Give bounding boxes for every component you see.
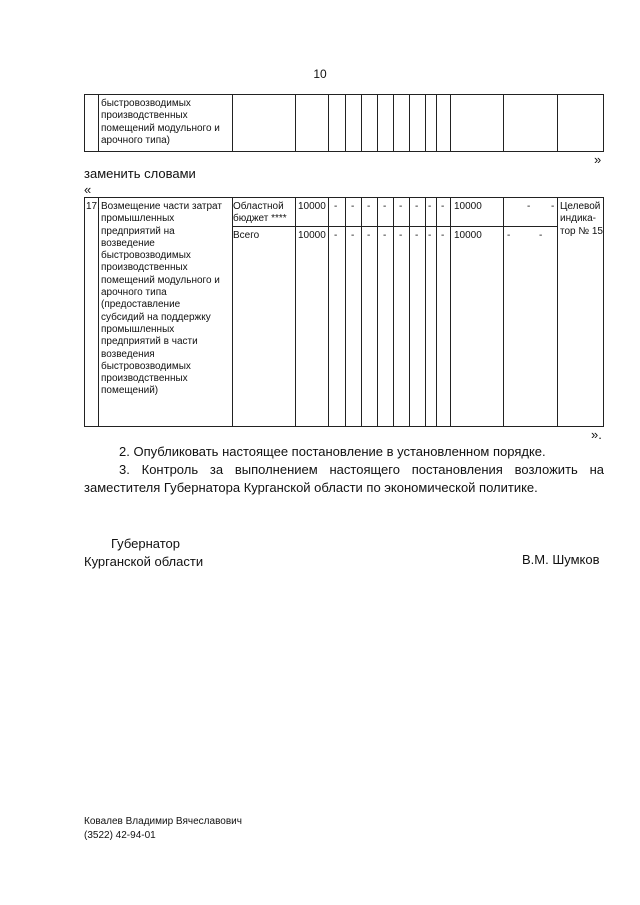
year-value-regional: 10000 (454, 201, 482, 212)
cell-dash: - (351, 201, 355, 212)
executor-phone: (3522) 42-94-01 (84, 830, 156, 841)
row-number: 17. (86, 201, 100, 212)
cell-dash: - (415, 230, 419, 241)
year-value-total: 10000 (454, 230, 482, 241)
replacement-table (84, 197, 604, 427)
cell-dash: - (351, 230, 355, 241)
cell-dash: - (428, 201, 432, 212)
cell-dash: - (441, 230, 445, 241)
target-indicator: Целевой индика- тор № 15 (560, 201, 603, 237)
close-quote: » (594, 152, 602, 167)
open-quote: « (84, 182, 92, 197)
paragraph-publish: 2. Опубликовать настоящее постановление в установленном порядке. (119, 444, 546, 459)
close-quote-final: ». (591, 427, 602, 442)
total-regional: 10000 (298, 201, 326, 212)
top-table (84, 94, 604, 152)
cell-dash: - (527, 201, 531, 212)
cell-dash: - (428, 230, 432, 241)
cell-dash: - (383, 230, 387, 241)
signature-title-line2: Курганской области (84, 554, 204, 569)
cell-dash: - (539, 230, 543, 241)
measure-name: Возмещение части затрат промышленных предприятий на возведение быстровозводимых производственных помещений модульного и арочного типа (предоставление субсидий на поддержку промышленных предприятий в части возведения быстровозводимых производственных помещений) (101, 201, 222, 397)
cell-dash: - (399, 201, 403, 212)
cell-dash: - (367, 201, 371, 212)
cell-dash: - (551, 201, 555, 212)
replace-with-label: заменить словами (84, 166, 196, 181)
cell-dash: - (334, 201, 338, 212)
cell-dash: - (441, 201, 445, 212)
cell-dash: - (507, 230, 511, 241)
cell-dash: - (399, 230, 403, 241)
page-number: 10 (313, 67, 327, 81)
funding-source-regional: Областной бюджет **** (233, 201, 287, 225)
total-all: 10000 (298, 230, 326, 241)
top-row-text: быстровозводимых производственных помещений модульного и арочного типа) (101, 98, 220, 146)
signature-name: В.М. Шумков (522, 552, 600, 567)
paragraph-control-line2: заместителя Губернатора Курганской области по экономической политике. (84, 480, 538, 495)
cell-dash: - (415, 201, 419, 212)
funding-source-total: Всего (233, 230, 260, 241)
signature-title-line1: Губернатор (111, 536, 180, 551)
cell-dash: - (367, 230, 371, 241)
cell-dash: - (383, 201, 387, 212)
executor-name: Ковалев Владимир Вячеславович (84, 816, 242, 827)
cell-dash: - (334, 230, 338, 241)
paragraph-control-line1: 3. Контроль за выполнением настоящего постановления возложить на (119, 462, 604, 477)
